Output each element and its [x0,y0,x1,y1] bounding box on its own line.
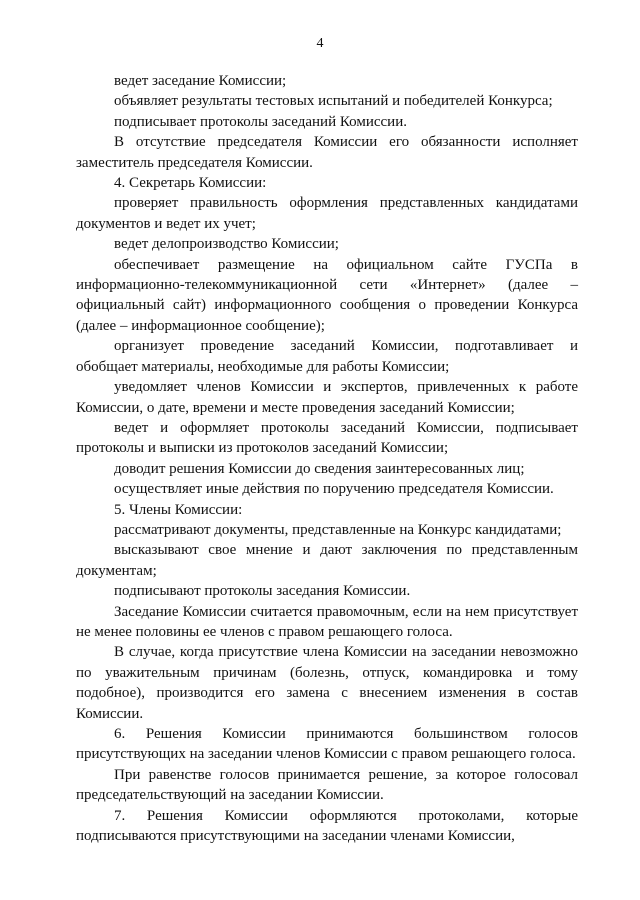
paragraph-9: организует проведение заседаний Комиссии, подготавливает и обобщает материалы, необходимые для работы Комиссии; [76,338,578,375]
paragraph-13: осуществляет иные действия по поручению председателя Комиссии. [114,481,554,498]
section-heading-members: 5. Члены Комиссии: [114,501,243,518]
paragraph-16: высказывают свое мнение и дают заключения по представленным документам; [76,542,578,579]
paragraph-12: доводит решения Комиссии до сведения заинтересованных лиц; [114,460,525,477]
paragraph-17: подписывают протоколы заседания Комиссии. [114,583,411,600]
section-heading-decisions: 6. Решения Комиссии принимаются большинством голосов присутствующих на заседании членов Комиссии с правом решающего голоса. [76,726,578,763]
paragraph-19: В случае, когда присутствие члена Комиссии на заседании невозможно по уважительным причинам (болезнь, отпуск, командировка и тому подобное), производится его замена с внесением изменения в состав Комиссии. [76,644,578,722]
page-number: 4 [316,36,324,51]
paragraph-6: проверяет правильность оформления представленных кандидатами документов и ведет их учет; [76,195,578,232]
paragraph-8: обеспечивает размещение на официальном сайте ГУСПа в информационно-телекоммуникационной сети «Интернет» (далее – официальный сайт) информационного сообщения о проведении Конкурса (далее – информационное сообщение); [76,256,578,334]
section-heading-protocols: 7. Решения Комиссии оформляются протоколами, которые подписываются присутствующими на заседании членами Комиссии, [76,807,578,845]
paragraph-15: рассматривают документы, представленные на Конкурс кандидатами; [114,521,562,538]
paragraph-21: При равенстве голосов принимается решение, за которое голосовал председательствующий на заседании Комиссии. [76,766,578,804]
section-heading-secretary: 4. Секретарь Комиссии: [114,175,267,192]
paragraph-18: Заседание Комиссии считается правомочным, если на нем присутствует не менее половины ее членов с правом решающего голоса. [76,603,578,640]
paragraph-2: объявляет результаты тестовых испытаний и победителей Конкурса; [114,93,553,110]
paragraph-4: В отсутствие председателя Комиссии его обязанности исполняет заместитель председателя Комиссии. [76,134,578,171]
paragraph-10: уведомляет членов Комиссии и экспертов, привлеченных к работе Комиссии, о дате, времени и месте проведения заседаний Комиссии; [76,379,578,416]
paragraph-7: ведет делопроизводство Комиссии; [114,236,339,253]
paragraph-11: ведет и оформляет протоколы заседаний Комиссии, подписывает протоколы и выписки из протоколов заседаний Комиссии; [76,419,578,457]
document-body [76,71,578,846]
paragraph-1: ведет заседание Комиссии; [114,73,287,89]
paragraph-3: подписывает протоколы заседаний Комиссии. [114,113,407,130]
